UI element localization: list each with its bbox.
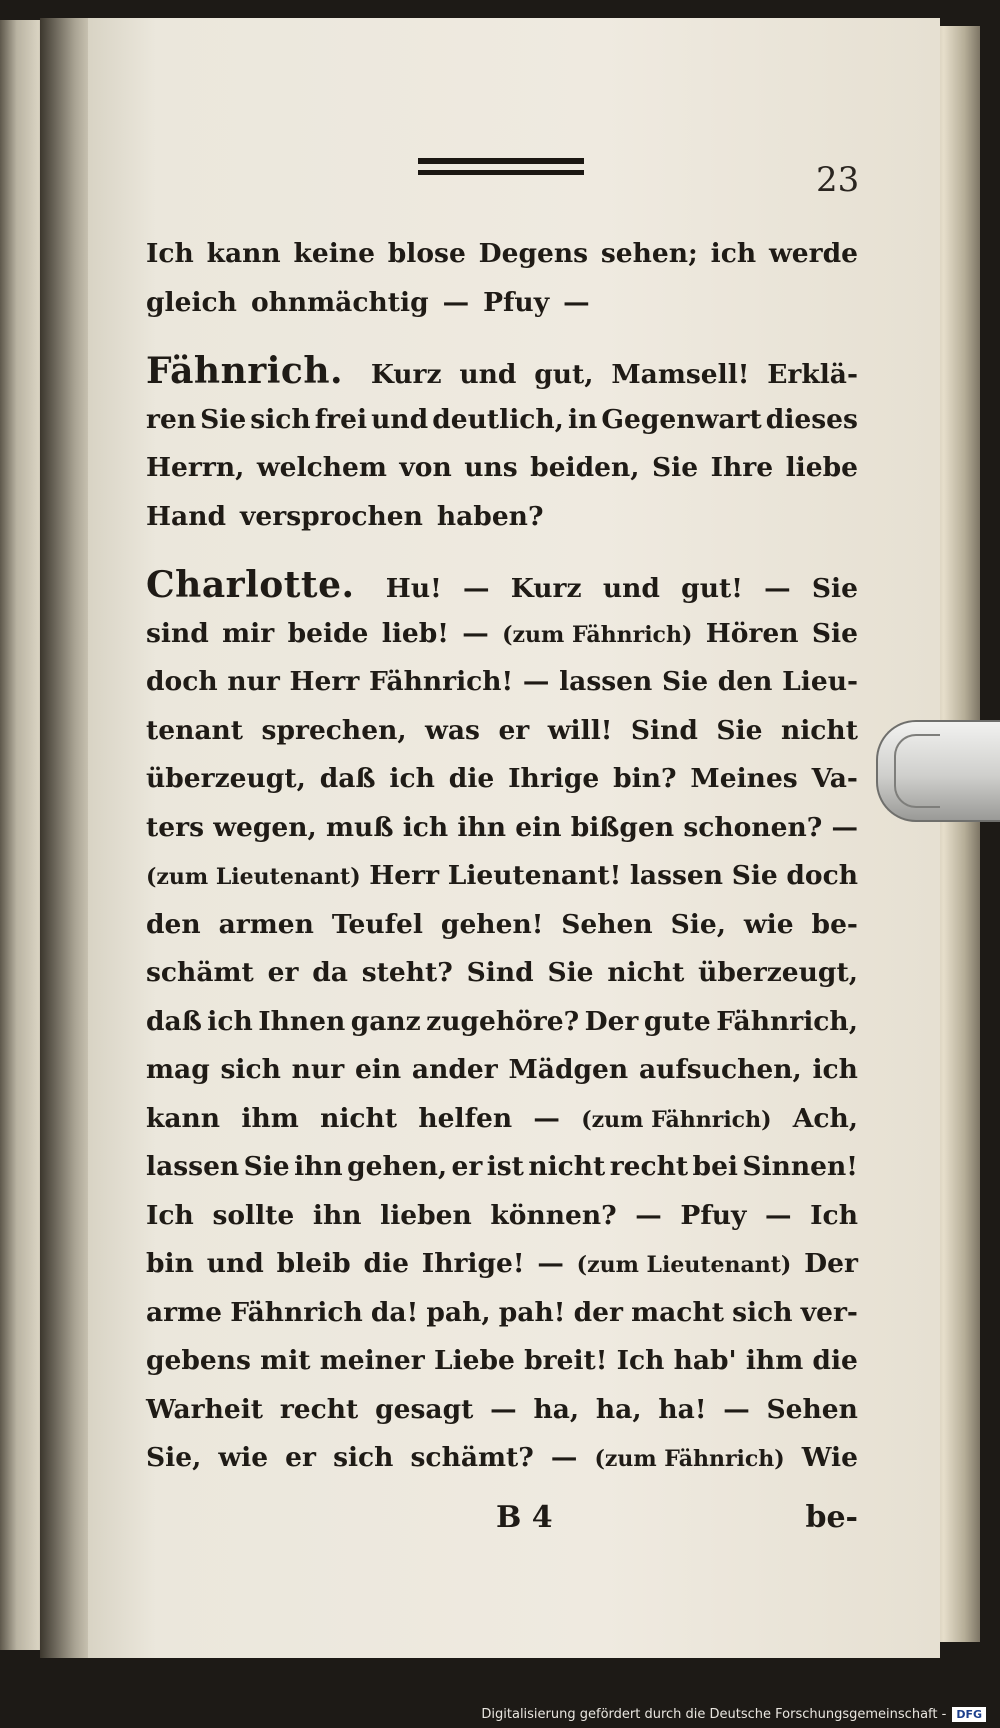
word: Fähnrich! <box>369 666 514 697</box>
word: Teufel <box>331 908 423 940</box>
word: die <box>448 763 495 794</box>
word: Sie <box>662 666 709 697</box>
word: uns <box>464 452 518 483</box>
word: Fähnrich <box>230 1296 363 1328</box>
word: lieben <box>380 1199 472 1231</box>
word: steht? <box>361 957 453 988</box>
text-line <box>146 396 858 445</box>
word: den <box>146 908 201 940</box>
catchword: be- <box>805 1500 858 1535</box>
word: bei <box>692 1151 739 1182</box>
word: schämt <box>146 957 254 988</box>
word: will! <box>547 714 613 746</box>
stage-direction: (zum Fähnrich) <box>581 1106 772 1133</box>
text-block <box>146 230 858 1483</box>
word: er <box>498 714 530 746</box>
word: — <box>723 1393 750 1425</box>
word: Va- <box>811 763 858 794</box>
word: Ihrige <box>508 763 600 794</box>
text-line <box>146 347 858 396</box>
word: Sinnen! <box>742 1151 858 1182</box>
word: die <box>363 1248 409 1279</box>
word: Sie <box>716 714 763 746</box>
word: Mädgen <box>508 1054 629 1085</box>
word: dieses <box>765 403 858 435</box>
text-line <box>146 1240 858 1289</box>
word: — <box>533 1102 560 1134</box>
word: — <box>563 286 590 318</box>
word: ist <box>486 1151 524 1182</box>
word: Der <box>584 1005 639 1037</box>
word: schonen? <box>683 811 823 843</box>
word: — <box>635 1199 662 1231</box>
word: lassen <box>146 1151 240 1182</box>
word: mit <box>260 1345 311 1376</box>
text-line <box>146 1337 858 1386</box>
word: ein <box>515 811 562 843</box>
word: Sie, <box>670 908 726 940</box>
text-line <box>146 230 858 279</box>
word: gesagt <box>375 1393 474 1425</box>
word: beiden, <box>530 452 640 483</box>
word: Lieutenant! <box>447 860 622 891</box>
word: da! <box>370 1296 419 1328</box>
bookmark-clip <box>876 720 1000 822</box>
word: er <box>285 1442 316 1473</box>
word: hab' <box>673 1345 737 1376</box>
word: gute <box>643 1005 711 1037</box>
word: ihn <box>457 811 507 843</box>
word: deutlich, <box>432 403 564 435</box>
stage-direction: (zum Lieutenant) <box>146 864 361 890</box>
word: ich <box>812 1054 858 1085</box>
word: mir <box>222 617 275 649</box>
word: ha! <box>658 1393 707 1425</box>
text-line <box>146 1434 858 1483</box>
word: daß <box>319 763 376 794</box>
word: Ihnen <box>258 1005 346 1037</box>
word: aufsuchen, <box>638 1054 802 1085</box>
text-line <box>146 493 858 542</box>
text-line <box>146 1289 858 1338</box>
word: lieb! <box>381 617 449 649</box>
word: — <box>831 811 858 843</box>
text-line <box>146 901 858 950</box>
word: ihn <box>294 1151 343 1182</box>
header-rule-bottom <box>418 170 584 175</box>
text-line <box>146 1192 858 1241</box>
word: Herrn, <box>146 452 245 483</box>
word: Sie <box>731 860 778 891</box>
word: Sehen <box>766 1393 858 1425</box>
word: Herr <box>289 666 360 697</box>
word: Sind <box>630 714 698 746</box>
word: ich <box>389 763 435 794</box>
text-line <box>146 852 858 901</box>
word: Fähnrich, <box>716 1005 858 1037</box>
word: — <box>537 1248 564 1279</box>
word: sich <box>250 403 311 435</box>
word: Pfuy <box>680 1199 747 1231</box>
word: gehen! <box>440 908 544 940</box>
word: nicht <box>780 714 858 746</box>
word: sind <box>146 617 209 649</box>
speaker-name: Charlotte. <box>146 564 355 606</box>
stage-direction: (zum Lieutenant) <box>576 1252 792 1278</box>
text-line <box>146 1386 858 1435</box>
word: sich <box>220 1054 281 1085</box>
word: wie <box>218 1442 269 1473</box>
signature-mark: B 4 <box>496 1500 553 1535</box>
word: Hand <box>146 500 227 532</box>
word: und <box>371 403 429 435</box>
word: — <box>765 1199 792 1231</box>
word: Warheit <box>146 1393 264 1425</box>
word: und <box>602 573 660 604</box>
word: Ich <box>146 238 194 269</box>
word: Sie <box>547 957 594 988</box>
word: ver- <box>800 1296 858 1328</box>
word: wegen, <box>213 811 317 843</box>
word: werde <box>768 238 858 269</box>
word: nicht <box>528 1151 606 1182</box>
word: Hu! <box>385 573 442 604</box>
word: die <box>812 1345 858 1376</box>
word: ich <box>710 238 757 269</box>
text-line <box>146 949 858 998</box>
word: tenant <box>146 714 244 746</box>
word: doch <box>786 860 858 891</box>
word: bißgen <box>570 811 675 843</box>
word: Der <box>804 1248 858 1279</box>
word: helfen <box>418 1102 513 1134</box>
word: gleich <box>146 286 237 318</box>
word: lassen <box>559 666 653 697</box>
word: kann <box>206 238 281 269</box>
word: Sie <box>811 573 858 604</box>
word: ihm <box>241 1102 299 1134</box>
word: frei <box>314 403 368 435</box>
word: ihn <box>312 1199 362 1231</box>
word: gut! <box>681 573 743 604</box>
word: Lieu- <box>782 666 858 697</box>
paragraph-gap <box>146 541 858 561</box>
word: sich <box>732 1296 793 1328</box>
word: was <box>425 714 480 746</box>
word: Ich <box>810 1199 858 1231</box>
text-line <box>146 804 858 853</box>
word: doch <box>146 666 218 697</box>
text-line <box>146 561 858 610</box>
digitization-credit <box>481 1707 986 1722</box>
word: und <box>206 1248 264 1279</box>
word: Herr <box>369 860 440 891</box>
word: ander <box>411 1054 498 1085</box>
word: — <box>490 1393 517 1425</box>
word: Sie <box>811 617 858 649</box>
word: breit! <box>524 1345 608 1376</box>
word: Kurz <box>510 573 582 604</box>
word: muß <box>326 811 394 843</box>
word: Ihre <box>710 452 774 483</box>
word: er <box>451 1151 483 1182</box>
word: wie <box>743 908 794 940</box>
word: — <box>764 573 791 604</box>
word: Erklä- <box>767 359 858 390</box>
word: Degens <box>478 238 589 269</box>
word: überzeugt, <box>698 957 858 988</box>
word: recht <box>609 1151 689 1182</box>
word: arme <box>146 1296 223 1328</box>
word: ha, <box>533 1393 580 1425</box>
word: be- <box>811 908 858 940</box>
word: Sie <box>243 1151 290 1182</box>
word: der <box>573 1296 623 1328</box>
stage-direction: (zum Fähnrich) <box>502 621 693 648</box>
word: meiner <box>319 1345 425 1376</box>
word: — <box>463 573 490 604</box>
header-rule-top <box>418 158 584 164</box>
word: zugehöre? <box>426 1005 580 1037</box>
word: Hören <box>705 617 799 649</box>
word: den <box>717 666 773 697</box>
speaker-name: Fähnrich. <box>146 350 344 392</box>
word: blose <box>387 238 466 269</box>
word: überzeugt, <box>146 763 306 794</box>
word: bleib <box>276 1248 351 1279</box>
text-line <box>146 279 858 328</box>
word: gut, <box>534 359 594 390</box>
word: beide <box>287 617 369 649</box>
word: Pfuy <box>483 286 550 318</box>
word: von <box>399 452 452 483</box>
word: — <box>442 286 470 318</box>
word: Gegenwart <box>601 403 762 435</box>
word: schämt? <box>410 1442 534 1473</box>
word: Sind <box>466 957 534 988</box>
word: Ach, <box>792 1102 858 1134</box>
word: ihm <box>745 1345 804 1376</box>
word: liebe <box>785 452 858 483</box>
word: Sie <box>200 403 247 435</box>
word: Liebe <box>433 1345 515 1376</box>
word: sich <box>333 1442 394 1473</box>
word: nur <box>227 666 280 697</box>
word: ters <box>146 811 204 843</box>
word: sollte <box>212 1199 295 1231</box>
word: daß <box>146 1005 202 1037</box>
text-line <box>146 1046 858 1095</box>
word: bin? <box>613 763 677 794</box>
paragraph-gap <box>146 327 858 347</box>
word: er <box>267 957 299 988</box>
word: nicht <box>607 957 685 988</box>
word: — <box>522 666 550 697</box>
text-line <box>146 658 858 707</box>
word: welchem <box>256 452 387 483</box>
word: sehen; <box>600 238 698 269</box>
word: pah, <box>426 1296 491 1328</box>
word: Kurz <box>370 359 442 390</box>
word: versprochen <box>240 500 423 532</box>
word: nicht <box>320 1102 398 1134</box>
word: bin <box>146 1248 194 1279</box>
word: nur <box>291 1054 345 1085</box>
word: da <box>312 957 348 988</box>
credit-text: Digitalisierung gefördert durch die Deutsche Forschungsgemeinschaft - <box>481 1707 947 1722</box>
dfg-logo: DFG <box>952 1707 986 1722</box>
word: ohnmächtig <box>250 286 429 318</box>
word: — <box>462 617 489 649</box>
word: Ich <box>146 1199 194 1231</box>
word: ein <box>354 1054 402 1085</box>
word: Ihrige! <box>421 1248 525 1279</box>
word: Sie <box>652 452 699 483</box>
word: gebens <box>146 1345 251 1376</box>
word: sprechen, <box>261 714 407 746</box>
word: und <box>459 359 517 390</box>
word: ren <box>146 403 197 435</box>
word: — <box>550 1442 578 1473</box>
text-line <box>146 998 858 1047</box>
word: kann <box>146 1102 221 1134</box>
word: in <box>567 403 598 435</box>
word: ich <box>402 811 449 843</box>
text-line <box>146 1095 858 1144</box>
text-line <box>146 707 858 756</box>
word: Sie, <box>146 1442 202 1473</box>
word: haben? <box>436 500 544 532</box>
word: pah! <box>498 1296 566 1328</box>
word: Sehen <box>561 908 653 940</box>
word: können? <box>490 1199 617 1231</box>
page-number: 23 <box>816 160 860 200</box>
word: ich <box>207 1005 253 1037</box>
word: mag <box>146 1054 210 1085</box>
word: macht <box>631 1296 724 1328</box>
word: armen <box>218 908 314 940</box>
word: Wie <box>801 1442 858 1473</box>
word: gehen, <box>347 1151 448 1182</box>
word: recht <box>279 1393 359 1425</box>
word: Mamsell! <box>611 359 750 390</box>
page-footer <box>146 1500 858 1548</box>
word: ha, <box>595 1393 642 1425</box>
word: lassen <box>629 860 724 891</box>
text-line <box>146 444 858 493</box>
word: Ich <box>616 1345 665 1376</box>
text-line <box>146 755 858 804</box>
stage-direction: (zum Fähnrich) <box>594 1446 785 1472</box>
word: Meines <box>690 763 798 794</box>
word: ganz <box>350 1005 421 1037</box>
text-line <box>146 1143 858 1192</box>
word: keine <box>293 238 375 269</box>
text-line <box>146 610 858 659</box>
